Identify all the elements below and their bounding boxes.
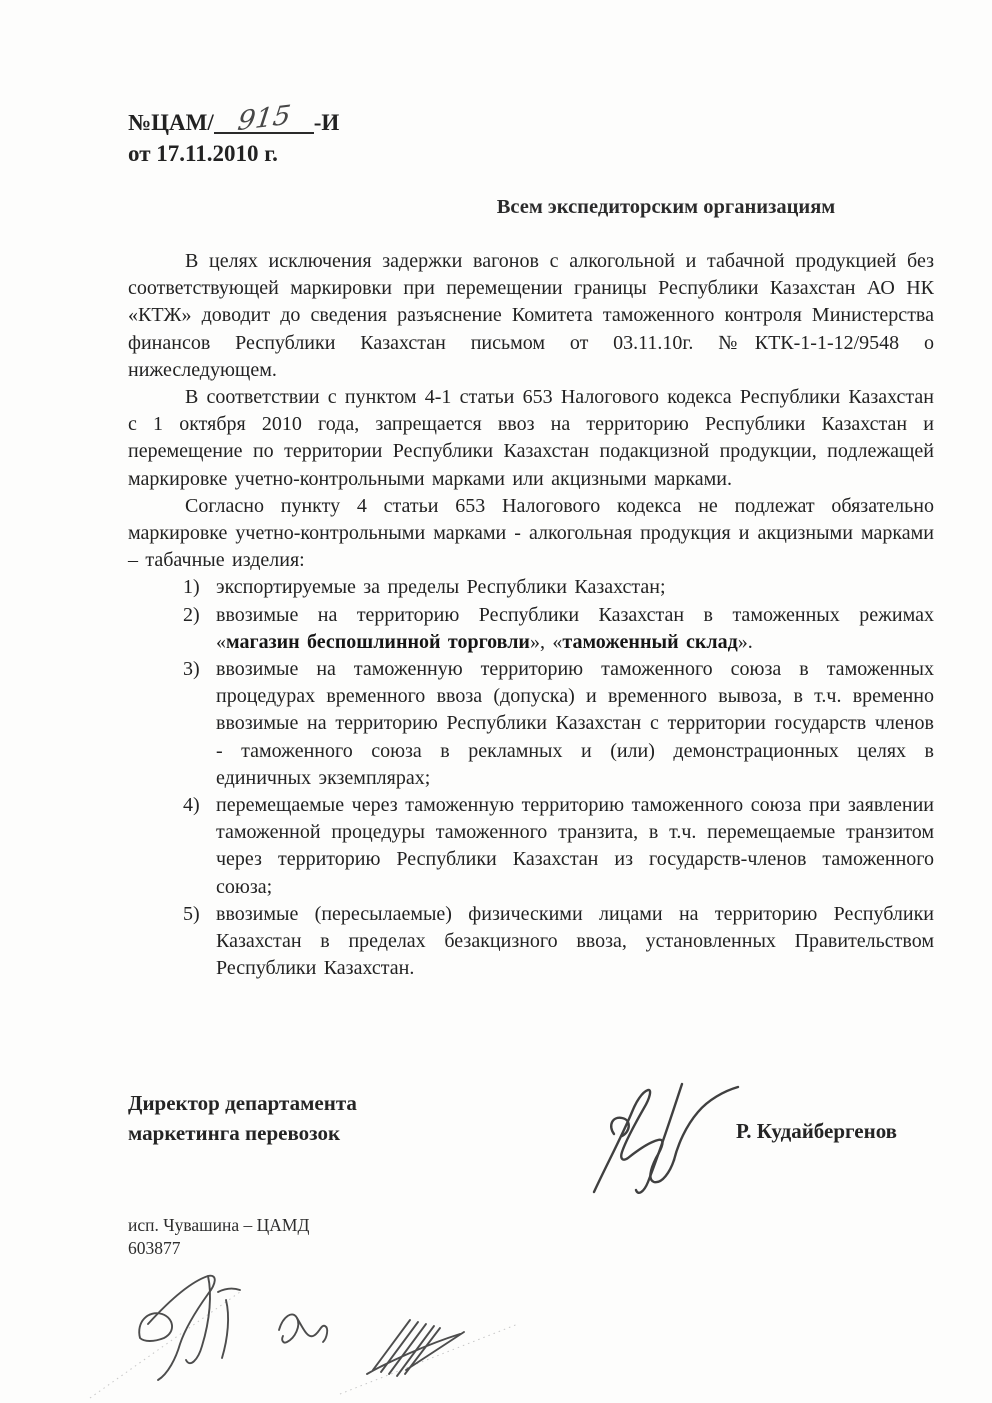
list-item <box>183 656 934 792</box>
signer-name: Р. Кудайбергенов <box>736 1119 898 1143</box>
reference-line <box>128 99 340 138</box>
ref-number-underline <box>214 99 314 138</box>
ref-number-handwritten: 915 <box>235 99 293 138</box>
reference-block <box>128 99 340 169</box>
list-item-text-part: ». <box>737 630 753 653</box>
list-item-text-part: », « <box>529 630 563 653</box>
ref-suffix: -И <box>313 110 340 135</box>
executor-line: исп. Чувашина – ЦАМД <box>128 1215 310 1235</box>
addressee-line: Всем экспедиторским организациям <box>496 196 836 218</box>
list-item-number: 1) <box>183 576 200 599</box>
signer-title-line2: маркетинга перевозок <box>128 1121 341 1145</box>
paragraph-1: В целях исключения задержки вагонов с алкогольной и табачной продукцией без соответствующей маркировки при перемещении границы Республики Казахстан АО НК «КТЖ» доводит до сведения разъяснение Комитета таможенного контроля Министерства финансов Республики Казахстан письмом от 03.11.10г. №КТК-1-1-12/9548 о нижеследующем. <box>128 250 934 381</box>
list-item-number: 4) <box>183 794 200 817</box>
signature-handwritten <box>578 1078 753 1203</box>
list-item-number: 2) <box>183 603 200 626</box>
list-item-text: ввозимые на таможенную территорию таможенного союза в таможенных процедурах временного ввоза (допуска) и временного вывоза, в т.ч. временно ввозимые на территорию Республики Казахстан с территории государств членов - таможенного союза в рекламных и (или) демонстрационных целях в единичных экземплярах; <box>216 658 934 789</box>
list-item-text: экспортируемые за пределы Республики Казахстан; <box>216 576 666 599</box>
executor-block <box>128 1214 309 1260</box>
list-item-text-part: ввозимые на территорию Республики Казахстан в таможенных режимах « <box>216 603 934 653</box>
list-item-number: 3) <box>183 658 200 681</box>
executor-phone: 603877 <box>128 1238 181 1258</box>
paragraph-3: Согласно пункту 4 статьи 653 Налогового кодекса не подлежат обязательно маркировке учетно-контрольными марками - алкогольная продукция и акцизными марками – табачные изделия: <box>128 494 934 572</box>
exemption-list <box>183 574 934 982</box>
list-item-text <box>216 602 934 656</box>
list-item-text: ввозимые (пересылаемые) физическими лицами на территорию Республики Казахстан в пределах безакцизного ввоза, установленных Правительством Республики Казахстан. <box>216 902 934 980</box>
list-item-number: 5) <box>183 902 200 925</box>
signer-title <box>128 1088 357 1148</box>
list-item-bold-part: таможенный склад <box>562 630 738 653</box>
ref-prefix: №ЦАМ/ <box>128 110 214 135</box>
paragraph-2: В соответствии с пунктом 4-1 статьи 653 Налогового кодекса Республики Казахстан с 1 октября 2010 года, запрещается ввоз на территорию Республики Казахстан и перемещение по территории Республики Казахстан подакцизной продукции, подлежащей маркировке учетно-контрольными марками или акцизными марками. <box>128 386 934 490</box>
bottom-scribbles-handwritten <box>88 1262 528 1402</box>
list-item <box>183 602 934 656</box>
signer-title-line1: Директор департамента <box>128 1091 357 1115</box>
letter-body <box>128 248 934 982</box>
date-line: от 17.11.2010 г. <box>128 141 278 166</box>
list-item <box>183 792 934 901</box>
list-item <box>183 574 934 601</box>
list-item-text: перемещаемые через таможенную территорию таможенного союза при заявлении таможенной процедуры таможенного транзита, в т.ч. перемещаемые транзитом через территорию Республики Казахстан из государств-членов таможенного союза; <box>216 794 934 898</box>
list-item <box>183 901 934 983</box>
list-item-bold-part: магазин беспошлинной торговли <box>226 630 530 653</box>
